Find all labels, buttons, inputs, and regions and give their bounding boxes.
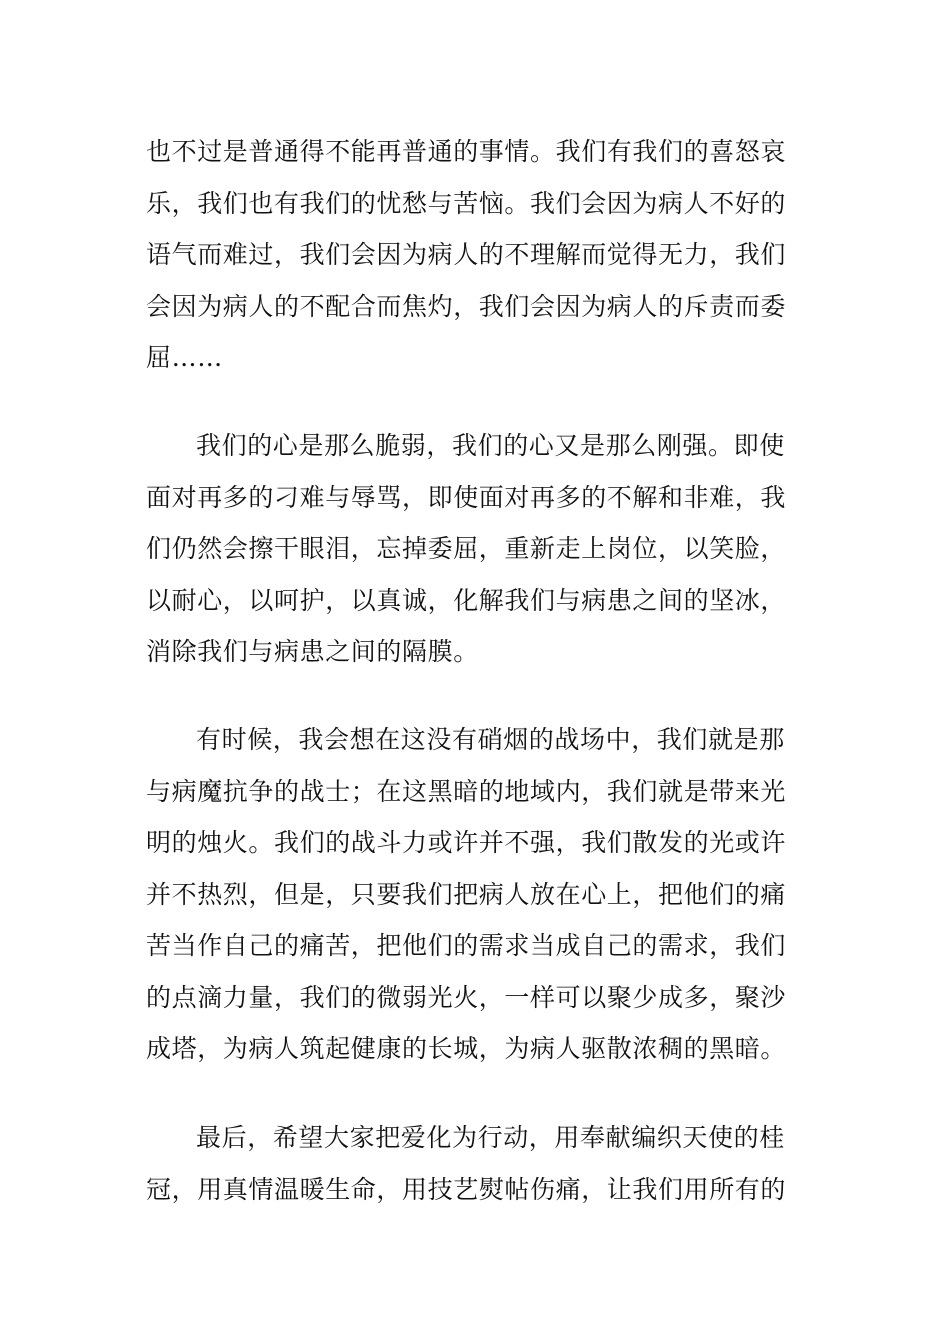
paragraph-3 [146,714,806,1075]
paragraph-line: 冠，用真情温暖生命，用技艺熨帖伤痛，让我们用所有的 [146,1174,787,1204]
paragraph-line: 会因为病人的不配合而焦灼，我们会因为病人的斥责而委 [146,291,787,321]
paragraph-line: 屈…… [146,343,223,372]
paragraph-2 [146,420,806,678]
paragraph-line: 最后，希望大家把爱化为行动，用奉献编织天使的桂 [196,1123,785,1152]
paragraph-line: 语气而难过，我们会因为病人的不理解而觉得无力，我们 [146,240,787,269]
paragraph-line: 的点滴力量，我们的微弱光火，一样可以聚少成多，聚沙 [146,982,787,1012]
paragraph-line: 成塔，为病人筑起健康的长城，为病人驱散浓稠的黑暗。 [146,1034,787,1063]
paragraph-1 [146,126,806,384]
paragraph-4 [146,1112,806,1215]
paragraph-line: 乐，我们也有我们的忧愁与苦恼。我们会因为病人不好的 [146,188,787,218]
paragraph-line: 有时候，我会想在这没有硝烟的战场中，我们就是那 [196,725,785,754]
paragraph-line: 明的烛火。我们的战斗力或许并不强，我们散发的光或许 [146,828,787,857]
paragraph-line: 以耐心，以呵护，以真诚，化解我们与病患之间的坚冰， [146,585,787,615]
paragraph-line: 们仍然会擦干眼泪，忘掉委屈，重新走上岗位，以笑脸， [146,534,787,563]
paragraph-line: 也不过是普通得不能再普通的事情。我们有我们的喜怒哀 [146,137,787,166]
paragraph-line: 面对再多的刁难与辱骂，即使面对再多的不解和非难，我 [146,482,787,512]
paragraph-line: 消除我们与病患之间的隔膜。 [146,637,479,666]
paragraph-line: 苦当作自己的痛苦，把他们的需求当成自己的需求，我们 [146,931,787,960]
paragraph-line: 我们的心是那么脆弱，我们的心又是那么刚强。即使 [196,431,785,460]
paragraph-line: 与病魔抗争的战士；在这黑暗的地域内，我们就是带来光 [146,776,787,806]
paragraph-line: 并不热烈，但是，只要我们把病人放在心上，把他们的痛 [146,879,787,909]
